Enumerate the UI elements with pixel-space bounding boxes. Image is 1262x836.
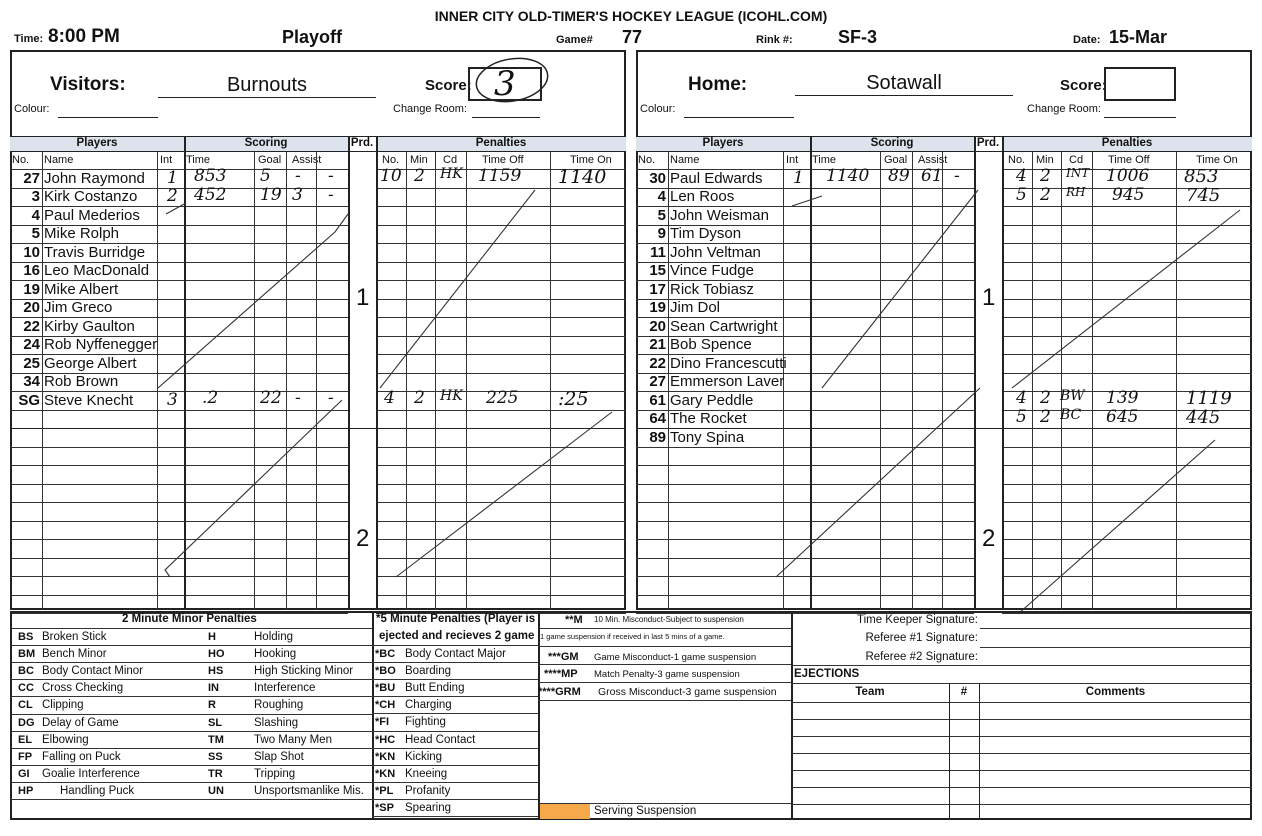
home-col-cd: Cd [1069,154,1084,166]
home-penalties-header: Penalties [1002,136,1252,152]
home-player-no: 19 [649,299,666,316]
visitors-goal-scorer: 19 [260,184,282,205]
game-type: Playoff [282,27,343,47]
major-penalty-desc: Profanity [405,784,451,797]
misconduct-desc: 10 Min. Misconduct-Subject to suspension [594,615,744,624]
visitors-player-no: 25 [23,354,40,372]
visitors-player-name: Mike Albert [44,280,119,298]
home-player-no: 64 [649,410,666,427]
home-period-2: 2 [982,524,996,552]
home-col-on: Time On [1196,154,1238,166]
legend-divider [538,611,540,820]
home-col-name: Name [670,154,700,166]
visitors-col-on: Time On [570,154,612,166]
legend-line [10,645,372,646]
home-player-int: 1 [793,167,804,188]
visitors-player-no: 10 [23,243,40,261]
visitors-player-no: 20 [23,299,40,316]
visitors-penalty-strike-p1 [380,190,535,388]
home-player-name: Gary Peddle [670,391,754,409]
home-penalty-strike-p2 [1018,440,1215,614]
visitors-col-assist: Assist [292,154,322,166]
minor-penalty-desc: Interference [254,682,316,695]
legend-line [372,816,538,817]
misconduct-code: ***GM [548,651,579,663]
minor-penalty-code: IN [208,682,219,695]
visitors-int-dash [166,203,186,214]
legend-line [372,748,538,749]
visitors-pen-code: HK [440,166,463,182]
legend-line [10,765,372,766]
referee2-signature-label: Referee #2 Signature: [865,651,978,663]
home-player-no: 61 [649,391,666,409]
home-pen-no: 4 [1016,388,1027,408]
legend-line [980,628,1250,629]
major-penalty-desc: Kicking [405,750,443,763]
visitors-player-name: Kirk Costanzo [44,188,138,205]
minor-penalty-desc: Delay of Game [42,716,119,729]
visitors-player-name: Rob Brown [44,373,119,390]
serving-suspension-label: Serving Suspension [594,805,697,817]
home-goal-scorer: 89 [888,166,910,186]
major-penalty-code: *BC [375,648,396,660]
legend-line [10,679,372,680]
misconduct-desc: Match Penalty-3 game suspension [594,669,740,680]
legend-line [791,787,1252,788]
home-player-no: 11 [650,243,666,261]
home-player-name: John Veltman [670,243,761,261]
minor-penalty-desc: Two Many Men [254,733,332,746]
minor-penalty-code: DG [18,716,35,729]
visitors-col-min: Min [410,154,428,166]
date-value: 15-Mar [1109,27,1168,47]
misconduct-desc: Game Misconduct-1 game suspension [594,652,757,663]
visitors-pen-min: 2 [414,166,425,186]
minor-penalty-desc: Tripping [254,767,296,780]
legend-line [10,799,372,800]
home-pen-off: 945 [1112,184,1145,205]
major-penalty-code: *KN [375,750,396,763]
visitors-player-no: 22 [23,317,40,335]
home-pen-code: BC [1060,406,1082,423]
home-player-name: Tim Dyson [670,225,742,242]
legend-line [372,662,538,663]
minor-penalty-code: FP [18,750,33,763]
major-penalty-code: *KN [375,767,396,780]
legend-line [372,799,538,800]
misconduct-code: **M [565,614,583,626]
legend-line [791,702,1252,703]
home-score-label: Score: [1060,77,1107,94]
legend-line [10,714,372,715]
legend-line [791,770,1252,771]
minor-penalty-code: GI [18,767,30,780]
home-pen-min: 2 [1040,406,1051,427]
misconduct-code: ****MP [544,668,578,680]
minor-penalty-code: TM [208,733,224,746]
major-penalty-desc: Boarding [405,665,452,678]
visitors-penalty-strike-p2 [396,412,612,577]
minor-penalty-desc: Hooking [254,648,297,661]
visitors-pen-no: 4 [384,388,395,408]
rink-label: Rink #: [756,34,793,46]
major-penalty-code: *BU [375,682,396,695]
visitors-goal-time: 452 [194,184,227,205]
legend-line [10,628,372,629]
home-player-no: 9 [657,225,666,242]
minor-penalty-code: BM [18,648,36,661]
home-pen-on: 1119 [1186,388,1232,409]
major-penalty-code: *CH [375,699,396,712]
visitors-player-no: 19 [23,280,40,298]
visitors-player-name: George Albert [44,354,137,372]
major-penalty-desc: Fighting [405,716,446,729]
home-col-min: Min [1036,154,1054,166]
minor-penalty-desc: Cross Checking [42,682,124,695]
home-col-time: Time [812,154,837,166]
home-pen-code: RH [1066,184,1086,199]
minor-penalty-code: HP [18,784,34,797]
visitors-col-off: Time Off [482,154,524,166]
minor-penalty-desc: Falling on Puck [42,750,121,763]
game-value: 77 [622,27,643,47]
legend-line [10,696,372,697]
minor-penalty-desc: Broken Stick [42,631,107,643]
visitors-player-name: John Raymond [44,169,145,187]
minor-penalty-desc: Slashing [254,716,299,729]
home-players-header: Players [636,136,810,152]
home-player-name: Jim Dol [670,299,721,316]
minor-penalty-desc: Body Contact Minor [42,665,143,678]
visitors-player-no: 27 [23,169,40,187]
legend-line [372,679,538,680]
minor-penalty-desc: Handling Puck [60,784,135,797]
minor-penalty-code: H [208,631,216,643]
visitors-penalties-header: Penalties [376,136,626,152]
home-prd-header: Prd. [974,136,1002,152]
visitors-player-name: Steve Knecht [44,391,134,409]
minor-penalty-code: HO [208,648,225,661]
visitors-pen-on: 1140 [558,166,607,188]
visitors-pen-off: 1159 [478,166,522,186]
minor-penalty-desc: Elbowing [42,733,89,746]
major-penalty-desc: Head Contact [405,733,476,746]
home-player-no: 30 [649,169,666,187]
home-goal-assist1: 61 [921,166,943,186]
ejections-comments-header: Comments [1085,686,1146,698]
home-pen-off: 1006 [1106,166,1150,186]
serving-suspension-swatch [540,804,590,819]
home-pen-off: 645 [1106,406,1139,427]
home-goal-assist2: - [954,166,960,186]
legend-divider [949,683,950,820]
visitors-goal-time: 853 [194,166,227,186]
misconduct-desc: Gross Misconduct-3 game suspension [598,686,777,698]
home-pen-no: 5 [1016,184,1027,205]
home-pen-off: 139 [1106,388,1139,408]
home-int-dash [792,196,822,206]
legend-line [791,736,1252,737]
legend-line [10,662,372,663]
minor-penalty-code: SL [208,716,223,729]
visitors-player-name: Travis Burridge [44,243,146,261]
major-penalties-title-2: ejected and recieves 2 game [379,630,535,642]
visitors-goal-scorer: 22 [260,388,282,408]
visitors-col-cd: Cd [443,154,458,166]
home-pen-code: INT [1066,166,1090,180]
home-player-no: 20 [649,317,666,335]
visitors-player-name: Leo MacDonald [44,262,150,279]
visitors-pen-off: 225 [486,388,519,408]
home-player-no: 27 [649,373,666,390]
home-player-name: Paul Edwards [670,169,763,187]
legend-line [538,664,791,665]
legend-line [791,683,1252,684]
visitors-goal-assist1: 3 [292,184,303,205]
league-title: INNER CITY OLD-TIMER'S HOCKEY LEAGUE (ICOHL.COM) [434,8,828,24]
game-label: Game# [556,34,593,46]
minor-penalties-title: 2 Minute Minor Penalties [122,613,257,625]
date-label: Date: [1073,34,1101,46]
home-pen-on: 745 [1186,184,1221,206]
legend-line [538,682,791,683]
legend-line [10,731,372,732]
visitors-player-name: Paul Mederios [44,206,140,224]
home-player-name: Bob Spence [670,336,752,353]
time-label: Time: [14,33,44,45]
home-player-no: 89 [649,428,666,446]
misconduct-note: 1 game suspension if received in last 5 mins of a game. [540,632,725,641]
home-team-name: Sotawall [795,72,1013,96]
home-player-name: Tony Spina [670,428,745,446]
major-penalty-code: *HC [375,733,396,746]
visitors-pen-code: HK [440,388,463,404]
visitors-score-value: 3 [494,64,516,104]
ejections-team-header: Team [855,686,885,698]
visitors-player-name: Rob Nyffenegger [44,336,158,353]
home-player-no: 17 [649,280,666,298]
visitors-player-no: 3 [31,188,40,205]
home-col-goal: Goal [884,154,908,166]
minor-penalty-code: CC [18,682,34,695]
home-player-name: Emmerson Laver [670,373,785,390]
home-scoring-header: Scoring [810,136,974,152]
home-player-name: The Rocket [670,410,747,427]
home-col-off: Time Off [1108,154,1150,166]
home-player-name: Len Roos [670,188,735,205]
visitors-col-pno: No. [382,154,400,166]
timekeeper-signature-label: Time Keeper Signature: [856,614,978,626]
visitors-goal-assist2: - [328,184,334,205]
home-player-name: Vince Fudge [670,262,754,279]
visitors-team-name: Burnouts [158,74,376,98]
major-penalty-code: *FI [375,716,390,729]
legend-divider [791,611,793,820]
legend-line [538,628,791,629]
home-player-name: Dino Francescutti [670,354,787,372]
home-col-assist: Assist [918,154,948,166]
home-pen-min: 2 [1040,166,1051,186]
visitors-scoring-strike-p2 [165,400,342,577]
minor-penalty-desc: High Sticking Minor [254,665,354,678]
home-colour-label: Colour: [640,103,676,115]
visitors-pen-on: :25 [558,388,589,410]
legend-line [791,753,1252,754]
visitors-col-goal: Goal [258,154,282,166]
misconduct-code: ****GRM [538,686,581,698]
visitors-player-no: 16 [23,262,40,279]
visitors-prd-header: Prd. [348,136,376,152]
legend-line [372,696,538,697]
visitors-col-name: Name [44,154,74,166]
referee1-signature-label: Referee #1 Signature: [865,632,978,644]
visitors-player-no: SG [18,391,40,409]
legend-line [372,765,538,766]
minor-penalty-code: HS [208,665,224,678]
major-penalty-desc: Butt Ending [405,682,465,695]
visitors-goal-assist2: - [328,388,334,408]
legend-divider [372,611,374,820]
home-period-1: 1 [982,284,996,311]
legend-line [10,782,372,783]
major-penalty-code: *SP [375,801,394,814]
visitors-player-name: Kirby Gaulton [44,317,135,335]
minor-penalty-code: BC [18,665,34,678]
visitors-col-time: Time [186,154,211,166]
home-player-no: 15 [649,262,666,279]
home-pen-no: 4 [1016,166,1027,186]
time-value: 8:00 PM [48,26,120,47]
visitors-goal-assist1: - [295,166,301,186]
home-penalty-strike-p1 [1012,210,1240,388]
ejections-number-header: # [960,686,968,698]
home-player-no: 22 [649,354,666,372]
visitors-player-no: 4 [31,206,40,224]
visitors-label: Visitors: [50,74,126,95]
visitors-score-label: Score: [425,77,472,94]
minor-penalty-desc: Unsportsmanlike Mis. [254,784,364,797]
minor-penalty-desc: Goalie Interference [42,767,140,780]
home-player-name: John Weisman [670,206,769,224]
visitors-player-name: Jim Greco [44,299,113,316]
home-pen-code: BW [1060,388,1085,404]
home-player-no: 4 [657,188,666,205]
major-penalty-code: *PL [375,784,394,797]
home-pen-min: 2 [1040,184,1051,205]
legend-line [791,665,1252,666]
visitors-col-int: Int [160,154,173,166]
minor-penalty-desc: Clipping [42,699,84,712]
home-player-name: Rick Tobiasz [670,280,754,298]
minor-penalty-code: UN [208,784,224,797]
visitors-change-room-label: Change Room: [393,103,467,115]
minor-penalty-code: CL [18,699,33,712]
ejections-title: EJECTIONS [794,668,860,680]
legend-line [372,731,538,732]
visitors-players-header: Players [10,136,184,152]
home-pen-on: 853 [1184,166,1219,187]
visitors-player-int: 3 [167,389,178,410]
visitors-player-no: 34 [23,373,40,390]
home-player-name: Sean Cartwright [670,317,778,335]
legend-line [372,645,538,646]
legend-line [538,700,791,701]
major-penalty-desc: Kneeing [405,767,448,780]
minor-penalty-code: TR [208,767,223,780]
visitors-period-2: 2 [356,524,370,552]
visitors-period-1: 1 [356,284,370,311]
minor-penalty-code: EL [18,733,33,746]
legend-line [980,647,1250,648]
legend-line [372,713,538,714]
visitors-pen-no: 10 [380,166,402,186]
minor-penalty-desc: Bench Minor [42,648,107,661]
visitors-scoring-header: Scoring [184,136,348,152]
legend-line [791,719,1252,720]
visitors-player-int: 2 [167,186,178,206]
visitors-goal-assist1: - [295,388,301,408]
visitors-player-no: 24 [23,336,40,353]
legend-line [791,804,1252,805]
visitors-goal-time: .2 [202,388,219,408]
legend-divider [979,683,980,820]
home-player-no: 21 [649,336,666,353]
home-goal-time: 1140 [826,166,870,186]
minor-penalty-code: R [208,699,216,712]
minor-penalty-desc: Roughing [254,699,304,712]
minor-penalty-code: BS [18,631,34,643]
home-label: Home: [688,74,748,95]
major-penalty-code: *BO [375,665,396,678]
minor-penalty-code: SS [208,750,223,763]
home-col-int: Int [786,154,799,166]
visitors-player-no: 5 [31,225,40,242]
legend-line [538,646,791,647]
home-scoring-strike-p1 [822,190,978,388]
home-player-no: 5 [657,206,666,224]
home-col-no: No. [638,154,656,166]
visitors-player-int: 1 [167,167,178,188]
visitors-colour-label: Colour: [14,103,50,115]
major-penalty-desc: Charging [405,699,452,712]
major-penalties-title-1: *5 Minute Penalties (Player is [376,613,536,625]
visitors-player-name: Mike Rolph [44,225,120,242]
visitors-col-no: No. [12,154,30,166]
home-pen-no: 5 [1016,406,1027,427]
major-penalty-desc: Spearing [405,801,452,814]
visitors-pen-min: 2 [414,388,425,408]
rink-value: SF-3 [838,27,878,47]
visitors-goal-assist2: - [328,166,334,186]
minor-penalty-desc: Slap Shot [254,750,304,763]
major-penalty-desc: Body Contact Major [405,648,506,660]
home-change-room-label: Change Room: [1027,103,1101,115]
visitors-goal-scorer: 5 [260,166,271,186]
home-col-pno: No. [1008,154,1026,166]
home-scoring-strike-p2 [776,388,980,577]
home-pen-on: 445 [1186,406,1221,428]
minor-penalty-desc: Holding [254,631,293,643]
legend-line [10,748,372,749]
home-pen-min: 2 [1040,388,1051,408]
visitors-scoring-strike-p1 [158,214,348,388]
legend-line [372,782,538,783]
legend-content [10,611,1252,820]
